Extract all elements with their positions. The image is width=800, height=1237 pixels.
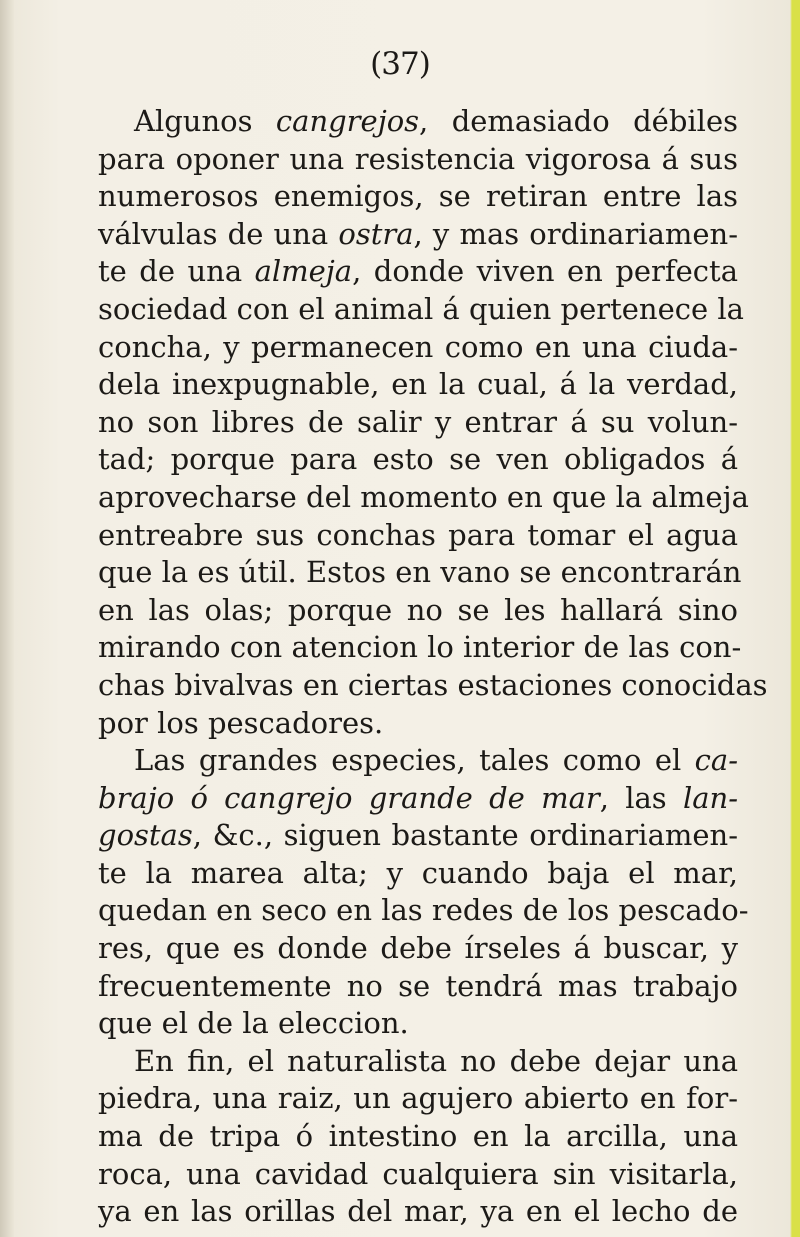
- text-segment: que el de la eleccion.: [98, 1006, 409, 1041]
- text-segment: sociedad con el animal á quien pertenece la: [98, 291, 744, 326]
- text-segment: válvulas de una: [98, 216, 339, 251]
- text-line: [98, 253, 738, 291]
- text-line: [98, 817, 738, 855]
- text-line: [98, 629, 742, 667]
- text-line: [98, 517, 738, 555]
- italic-text: brajo ó cangrejo grande de mar: [98, 780, 600, 815]
- italic-text: cangrejos: [275, 104, 420, 138]
- text-line: [98, 441, 738, 479]
- text-line: [98, 1005, 738, 1043]
- body-text: [98, 103, 768, 1231]
- text-segment: piedra, una raiz, un agujero abierto en for-: [98, 1081, 738, 1116]
- italic-text: ostra: [338, 216, 414, 251]
- text-line: [98, 479, 749, 517]
- text-line: [98, 1156, 738, 1194]
- text-line: [98, 141, 738, 179]
- text-segment: roca, una cavidad cualquiera sin visitarla,: [98, 1156, 738, 1191]
- text-segment: , las: [599, 780, 683, 815]
- text-line: [98, 780, 738, 818]
- italic-text: lan-: [682, 780, 738, 815]
- text-segment: tad; porque para esto se ven obligados á: [98, 442, 738, 477]
- text-line: [98, 329, 738, 367]
- text-segment: quedan en seco en las redes de los pescado-: [98, 893, 749, 928]
- text-segment: En fin, el naturalista no debe dejar una: [134, 1043, 738, 1078]
- text-line: [98, 1080, 738, 1118]
- text-segment: ma de tripa ó intestino en la arcilla, una: [98, 1119, 738, 1154]
- page-gutter: [0, 0, 14, 1237]
- text-line: [98, 855, 738, 893]
- text-segment: ya en las orillas del mar, ya en el lecho de: [98, 1194, 738, 1229]
- text-segment: res, que es donde debe írseles á buscar, y: [98, 931, 738, 966]
- text-line: [98, 1043, 738, 1081]
- text-line: [98, 291, 744, 329]
- text-segment: por los pescadores.: [98, 705, 384, 740]
- italic-text: gostas: [98, 818, 193, 853]
- text-line: [98, 103, 738, 141]
- text-line: [98, 705, 738, 743]
- text-line: [98, 216, 738, 254]
- text-line: [98, 404, 738, 442]
- text-segment: en las olas; porque no se les hallará sino: [98, 592, 738, 627]
- text-segment: numerosos enemigos, se retiran entre las: [98, 179, 738, 214]
- text-line: [98, 554, 742, 592]
- text-segment: dela inexpugnable, en la cual, á la verdad,: [98, 367, 738, 402]
- text-line: [98, 742, 738, 780]
- text-segment: mirando con atencion lo interior de las con-: [98, 630, 742, 665]
- text-line: [98, 366, 738, 404]
- page-number: (37): [370, 46, 430, 82]
- text-segment: que la es útil. Estos en vano se encontrarán: [98, 555, 742, 590]
- text-segment: te de una: [98, 254, 255, 289]
- text-line: [98, 968, 738, 1006]
- text-line: [98, 1118, 738, 1156]
- text-segment: , &c., siguen bastante ordinariamen-: [192, 818, 738, 853]
- text-line: [98, 1193, 738, 1231]
- italic-text: almeja: [254, 254, 353, 289]
- text-segment: chas bivalvas en ciertas estaciones conocidas: [98, 667, 768, 702]
- text-segment: para oponer una resistencia vigorosa á sus: [98, 141, 738, 176]
- text-segment: frecuentemente no se tendrá mas trabajo: [98, 968, 738, 1003]
- text-segment: Algunos: [134, 104, 276, 138]
- text-segment: , demasiado débiles: [419, 104, 738, 138]
- text-segment: no son libres de salir y entrar á su volun-: [98, 404, 738, 439]
- text-line: [98, 592, 738, 630]
- text-segment: entreabre sus conchas para tomar el agua: [98, 517, 738, 552]
- text-segment: te la marea alta; y cuando baja el mar,: [98, 855, 738, 890]
- text-line: [98, 930, 738, 968]
- text-segment: , donde viven en perfecta: [352, 254, 738, 289]
- text-line: [98, 178, 738, 216]
- text-line: [98, 667, 768, 705]
- text-line: [98, 892, 749, 930]
- italic-text: ca-: [694, 743, 738, 778]
- text-segment: , y mas ordinariamen-: [413, 216, 739, 251]
- text-segment: concha, y permanecen como en una ciuda-: [98, 329, 738, 364]
- text-segment: aprovecharse del momento en que la almeja: [98, 479, 749, 514]
- text-segment: Las grandes especies, tales como el: [134, 743, 695, 778]
